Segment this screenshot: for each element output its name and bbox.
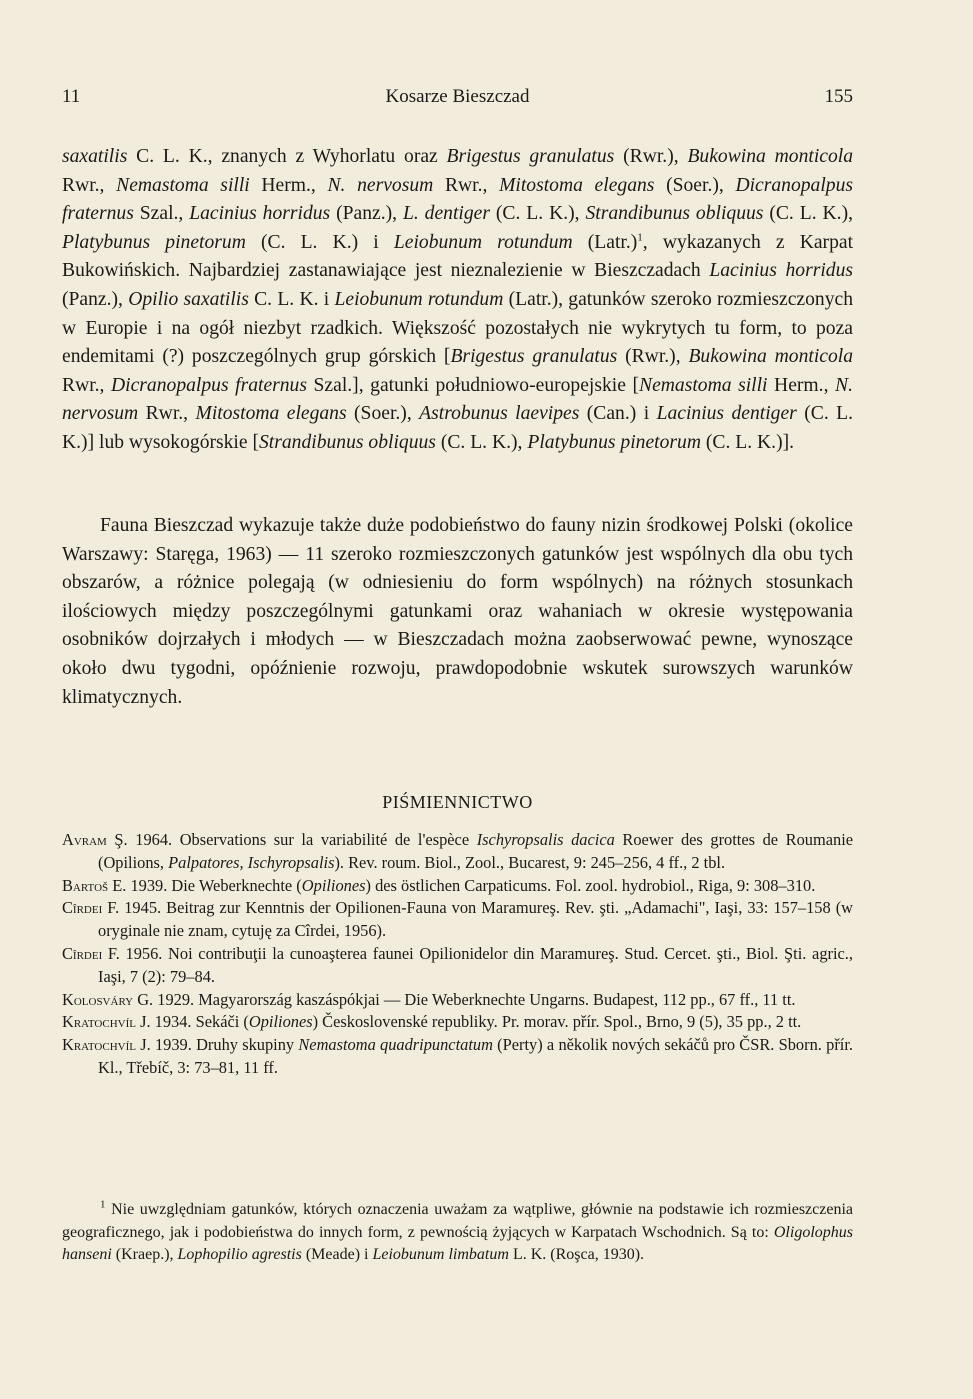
taxon: N. nervosum bbox=[62, 374, 853, 425]
reference-item bbox=[62, 829, 853, 875]
reference-list bbox=[62, 829, 853, 1080]
text-run: (Can.) i bbox=[579, 403, 657, 425]
text-run: (Rwr.), bbox=[617, 346, 689, 368]
reference-item bbox=[62, 1034, 853, 1080]
text-run: Roewer des grottes de Roumanie (Opilions, bbox=[98, 830, 854, 872]
text-run: (Meade) i bbox=[301, 1246, 373, 1264]
taxon: Leiobunum rotundum bbox=[393, 231, 573, 253]
taxon: saxatilis bbox=[62, 146, 128, 167]
text-run: L. K. (Roşca, 1930). bbox=[508, 1246, 645, 1264]
text-run: (Latr.), gatunków szeroko rozmieszczonych w Europie i na ogół niezbyt rzadkich. Większość pozostałych nie wykrytych tu form, to poza endemitami (?) poszczególnych grup górskich [ bbox=[62, 288, 854, 368]
taxon: Leiobunum limbatum bbox=[372, 1246, 509, 1264]
taxon: Lacinius dentiger bbox=[656, 403, 797, 425]
text-run: , wykazanych z Karpat Bukowińskich. Najbardziej zastanawiające jest nieznalezienie w Bieszczadach bbox=[62, 231, 854, 282]
text-run: 1929. Magyarország kaszáspókjai — Die Weberknechte Ungarns. Budapest, 112 pp., 67 ff., 11 tt. bbox=[153, 989, 796, 1009]
ref-author: Kolosváry G. bbox=[62, 989, 154, 1009]
taxon: Lacinius horridus bbox=[189, 203, 331, 225]
text-run: ) Československé republiky. Pr. morav. přír. Spol., Brno, 9 (5), 35 pp., 2 tt. bbox=[312, 1012, 802, 1032]
footnote-mark: 1 bbox=[637, 231, 643, 244]
text-run: 1934. Sekáči ( bbox=[150, 1012, 249, 1032]
taxon: Astrobunus laevipes bbox=[419, 403, 580, 425]
text-run: Szal.], gatunki południowo-europejskie [ bbox=[306, 374, 640, 396]
taxon: Strandibunus obliquus bbox=[259, 431, 436, 453]
text-run: C. L. K. i bbox=[248, 288, 335, 310]
text-run: Herm., bbox=[249, 174, 328, 196]
text-run: (Soer.), bbox=[346, 403, 420, 425]
taxon: Palpatores, Ischyropsalis bbox=[168, 852, 335, 872]
text-run: Rwr., bbox=[138, 403, 196, 425]
taxon: Bukowina monticola bbox=[687, 146, 853, 167]
text-run: Herm., bbox=[767, 374, 836, 396]
reference-item bbox=[62, 897, 853, 943]
text-run: (Kraep.), bbox=[111, 1246, 178, 1264]
taxon: N. nervosum bbox=[327, 174, 434, 196]
taxon: Nemastoma silli bbox=[116, 174, 250, 196]
text-run: C. L. K., znanych z Wyhorlatu oraz bbox=[127, 146, 447, 167]
text-run: ). Rev. roum. Biol., Zool., Bucarest, 9: 245–256, 4 ff., 2 tbl. bbox=[334, 852, 726, 872]
taxon: Opiliones bbox=[248, 1012, 313, 1032]
taxon: Opilio saxatilis bbox=[128, 288, 249, 310]
body-paragraph-2 bbox=[62, 512, 853, 712]
taxon: Brigestus granulatus bbox=[450, 346, 618, 368]
text-run: 1939. Druhy skupiny bbox=[150, 1035, 299, 1055]
text-run: 1945. Beitrag zur Kenntnis der Opilionen-Fauna von Maramureş. Rev. şti. „Adamachi", Iaşi, 33: 157–158 (w oryginale nie znam, cytuję za Cîrdei, 1956). bbox=[98, 898, 854, 941]
footnote bbox=[62, 1199, 853, 1267]
text-run: (C. L. K.)] lub wysokogórskie [ bbox=[62, 403, 854, 453]
taxon: Ischyropsalis dacica bbox=[476, 830, 615, 849]
text-run: (C. L. K.)]. bbox=[700, 431, 795, 453]
footnote-mark: 1 bbox=[100, 1198, 106, 1211]
reference-item bbox=[62, 1011, 853, 1034]
ref-author: Kratochvíl J. bbox=[62, 1012, 151, 1032]
taxon: Platybunus pinetorum bbox=[62, 231, 246, 253]
text-run: (Panz.), bbox=[62, 288, 129, 310]
text-run: (C. L. K.), bbox=[763, 203, 854, 225]
text-run: (Rwr.), bbox=[614, 146, 688, 167]
taxon: Nemastoma quadripunctatum bbox=[298, 1035, 493, 1055]
taxon: Mitostoma elegans bbox=[195, 403, 347, 425]
ref-author: Cîrdei F. bbox=[62, 898, 120, 918]
taxon: Lophopilio agrestis bbox=[177, 1246, 302, 1264]
text-run: (Latr.) bbox=[572, 231, 638, 253]
text-run: (Perty) a několik nových sekáčů pro ČSR. Sborn. přír. Kl., Třebíč, 3: 73–81, 11 ff. bbox=[98, 1035, 853, 1077]
header-issue-number: 11 bbox=[62, 86, 81, 107]
body-paragraph-1 bbox=[62, 143, 853, 458]
taxon: Bukowina monticola bbox=[688, 346, 854, 368]
text-run: (Panz.), bbox=[330, 203, 403, 225]
ref-author: Cîrdei F. bbox=[62, 943, 120, 963]
text-run: (Soer.), bbox=[654, 174, 736, 196]
ref-author: Bartoš E. bbox=[62, 875, 127, 895]
taxon: L. dentiger bbox=[402, 203, 490, 225]
reference-item bbox=[62, 943, 853, 989]
taxon: Opiliones bbox=[301, 875, 366, 895]
taxon: Strandibunus obliquus bbox=[585, 203, 764, 225]
taxon: Platybunus pinetorum bbox=[527, 431, 701, 453]
paragraph-text: Fauna Bieszczad wykazuje także duże podobieństwo do fauny nizin środkowej Polski (okolice Warszawy: Staręga, 1963) — 11 szeroko rozmieszczonych gatunków jest wspólnych dla obu tych obszarów, a różnice polegają (w odniesieniu do form wspólnych) na różnych stosunkach ilościowych między poszczególnymi gatunkami oraz wahaniach w okresie występowania osobników dojrzałych i młodych — w Bieszczadach można zaobserwować pewne, wynoszące około dwu tygodni, opóźnienie rozwoju, prawdopodobnie wskutek surowszych warunków klimatycznych. bbox=[62, 515, 853, 708]
page-number: 155 bbox=[824, 86, 853, 107]
text-run: (C. L. K.), bbox=[435, 431, 528, 453]
reference-item bbox=[62, 989, 853, 1012]
ref-author: Avram Ş. bbox=[62, 830, 128, 849]
taxon: Dicranopalpus fraternus bbox=[62, 174, 853, 225]
taxon: Nemastoma silli bbox=[639, 374, 768, 396]
taxon: Leiobunum rotundum bbox=[334, 288, 504, 310]
text-run: ) des östlichen Carpaticums. Fol. zool. hydrobiol., Riga, 9: 308–310. bbox=[365, 875, 816, 895]
text-run: 1964. Observations sur la variabilité de l'espèce bbox=[127, 830, 477, 849]
text-run: 1939. Die Weberknechte ( bbox=[126, 875, 302, 895]
ref-author: Kratochvíl J. bbox=[62, 1035, 151, 1055]
text-run: (C. L. K.), bbox=[489, 203, 586, 225]
paragraph-text bbox=[62, 143, 853, 458]
taxon: Oligolophus hanseni bbox=[62, 1223, 853, 1264]
text-run: Nie uwzględniam gatunków, których oznaczenia uważam za wątpliwe, głównie na podstawie ich rozmieszczenia geograficznego, jak i podobieństwa do innych form, z pewnością żyjących w Karpatach Wschodnich. Są to: bbox=[62, 1201, 853, 1241]
header-title: Kosarze Bieszczad bbox=[385, 86, 530, 107]
text-run: Rwr., bbox=[433, 174, 500, 196]
text-run: Rwr., bbox=[62, 374, 112, 396]
section-heading: PIŚMIENNICTWO bbox=[382, 792, 533, 812]
footnote-text bbox=[62, 1199, 853, 1267]
text-run: (C. L. K.) i bbox=[245, 231, 394, 253]
taxon: Dicranopalpus fraternus bbox=[111, 374, 307, 396]
text-run: Szal., bbox=[133, 203, 190, 225]
taxon: Brigestus granulatus bbox=[446, 146, 615, 167]
taxon: Mitostoma elegans bbox=[499, 174, 655, 196]
text-run: 1956. Noi contribuţii la cunoaşterea faunei Opilionidelor din Maramureş. Stud. Cercet. şti., Biol. Şti. agric., Iaşi, 7 (2): 79–84. bbox=[98, 943, 853, 986]
taxon: Lacinius horridus bbox=[709, 260, 853, 282]
text-run: Rwr., bbox=[62, 174, 117, 196]
reference-item bbox=[62, 875, 853, 898]
running-header bbox=[62, 86, 853, 116]
